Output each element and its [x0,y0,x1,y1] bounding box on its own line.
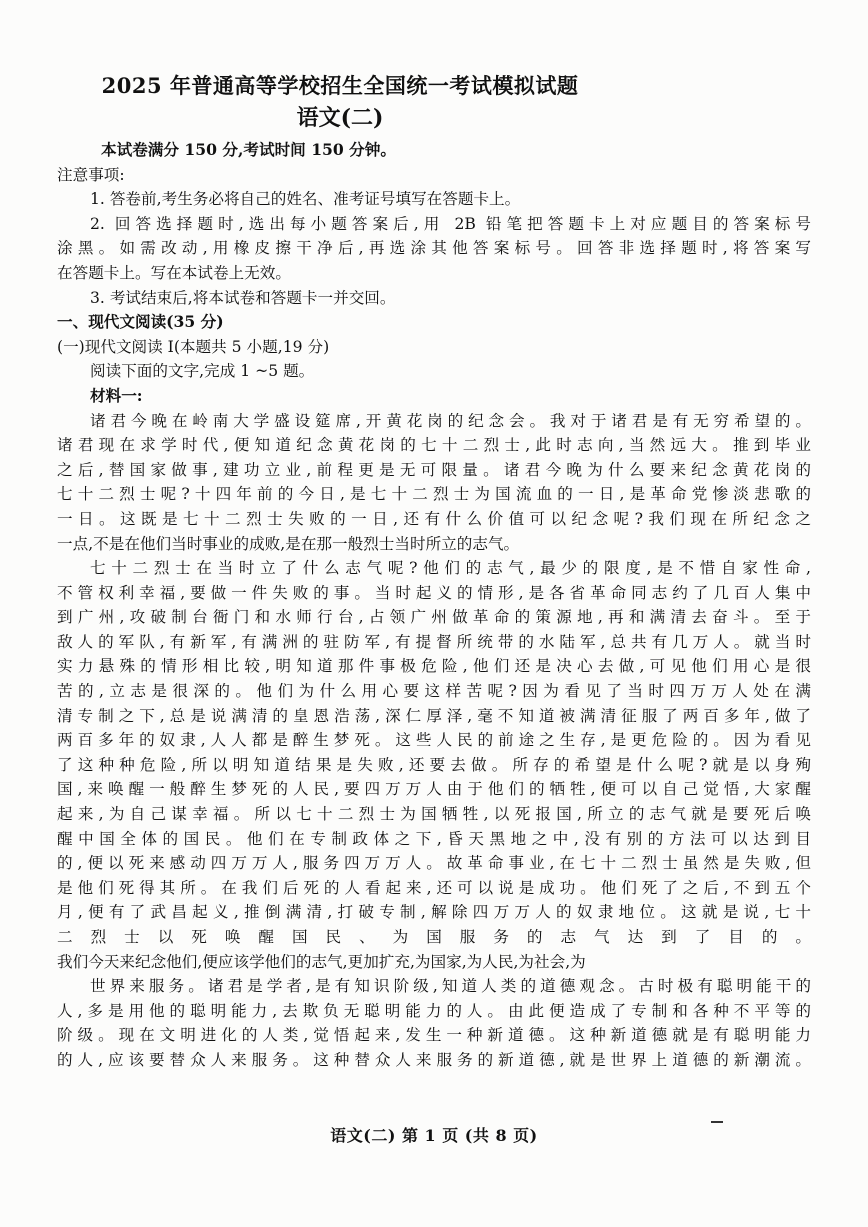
passage-line: 世界来服务。诸君是学者,是有知识阶级,知道人类的道德观念。古时极有聪明能干的 [90,977,811,996]
passage-line: 之后,替国家做事,建功立业,前程更是无可限量。诸君今晚为什么要来纪念黄花岗的 [57,460,811,479]
passage-line: 是他们死得其所。在我们后死的人看起来,还可以说是成功。他们死了之后,不到五个 [57,878,811,897]
passage-line: 七十二烈士在当时立了什么志气呢?他们的志气,最少的限度,是不惜自家性命, [90,559,811,578]
passage-line: 醒中国全体的国民。他们在专制政体之下,昏天黑地之中,没有别的方法可以达到目 [57,829,811,848]
passage-line: 实力悬殊的情形相比较,明知道那件事极危险,他们还是决心去做,可见他们用心是很 [57,657,811,676]
passage-line: 月,便有了武昌起义,推倒满清,打破专制,解除四万万人的奴隶地位。这就是说,七十 [57,903,811,922]
section-heading: 一、现代文阅读(35 分) [57,312,224,332]
passage-line: 我们今天来纪念他们,便应该学他们的志气,更加扩充,为国家,为人民,为社会,为 [57,952,586,971]
passage-line: 的,便以死来感动四万万人,服务四万万人。故革命事业,在七十二烈士虽然是失败,但 [57,854,811,873]
exam-title: 2025 年普通高等学校招生全国统一考试模拟试题 [101,73,579,98]
passage-line: 清专制之下,总是说满清的皇恩浩荡,深仁厚泽,毫不知道被满清征服了两百多年,做了 [57,706,811,725]
notice-heading: 注意事项: [57,165,125,184]
passage-line: 诸君今晚在岭南大学盛设筵席,开黄花岗的纪念会。我对于诸君是有无穷希望的。 [90,411,811,430]
passage-line: 的人,应该要替众人来服务。这种替众人来服务的新道德,就是世界上道德的新潮流。 [57,1050,811,1069]
material-label: 材料一: [90,385,143,405]
passage-line: 七十二烈士呢?十四年前的今日,是七十二烈士为国流血的一日,是革命党惨淡悲歌的 [57,485,811,504]
passage-line: 起来,为自己谋幸福。所以七十二烈士为国牺牲,以死报国,所立的志气就是要死后唤 [57,805,811,824]
notice-item-2-line-3: 在答题卡上。写在本试卷上无效。 [57,263,291,282]
exam-subtitle: 语文(二) [296,105,384,131]
notice-item-3: 3. 考试结束后,将本试卷和答题卡一并交回。 [90,288,396,307]
exam-info-line: 本试卷满分 150 分,考试时间 150 分钟。 [101,140,396,159]
subsection-heading: (一)现代文阅读 I(本题共 5 小题,19 分) [57,337,330,356]
passage-line: 不管权利幸福,要做一件失败的事。当时起义的情形,是各省革命同志约了几百人集中 [57,583,811,602]
passage-line: 国,来唤醒一般醉生梦死的人民,要四万万人由于他们的牺牲,便可以自己觉悟,大家醒 [57,780,811,799]
passage-line: 了这种种危险,所以明知道结果是失败,还要去做。所存的希望是什么呢?就是以身殉 [57,755,811,774]
passage-line: 到广州,攻破制台衙门和水师行台,占领广州做革命的策源地,再和满清去奋斗。至于 [57,608,811,627]
reading-instruction: 阅读下面的文字,完成 1 ~5 题。 [90,362,315,381]
exam-body [57,138,811,1073]
passage-line: 一日。这既是七十二烈士失败的一日,还有什么价值可以纪念呢?我们现在所纪念之 [57,509,811,528]
notice-item-2-line-2: 涂黑。如需改动,用橡皮擦干净后,再选涂其他答案标号。回答非选择题时,将答案写 [57,239,811,258]
passage-line: 敌人的军队,有新军,有满洲的驻防军,有提督所统带的水陆军,总共有几万人。就当时 [57,632,811,651]
passage-line: 人,多是用他的聪明能力,去欺负无聪明能力的人。由此便造成了专制和各种不平等的 [57,1001,811,1020]
notice-item-2-line-1: 2. 回答选择题时,选出每小题答案后,用 2B 铅笔把答题卡上对应题目的答案标号 [90,214,811,233]
passage-line: 苦的,立志是很深的。他们为什么用心要这样苦呢?因为看见了当时四万万人处在满 [57,682,811,701]
page-footer: 语文(二) 第 1 页 (共 8 页) [330,1126,538,1145]
passage-line: 诸君现在求学时代,便知道纪念黄花岗的七十二烈士,此时志向,当然远大。推到毕业 [57,436,811,455]
passage-line: 两百多年的奴隶,人人都是醉生梦死。这些人民的前途之生存,是更危险的。因为看见 [57,731,811,750]
passage-line: 阶级。现在文明进化的人类,觉悟起来,发生一种新道德。这种新道德就是有聪明能力 [57,1026,811,1045]
passage-line: 二烈士以死唤醒国民、为国服务的志气达到了目的。 [57,928,811,946]
passage-line: 一点,不是在他们当时事业的成败,是在那一般烈士当时所立的志气。 [57,534,520,553]
notice-item-1: 1. 答卷前,考生务必将自己的姓名、准考证号填写在答题卡上。 [90,190,521,209]
